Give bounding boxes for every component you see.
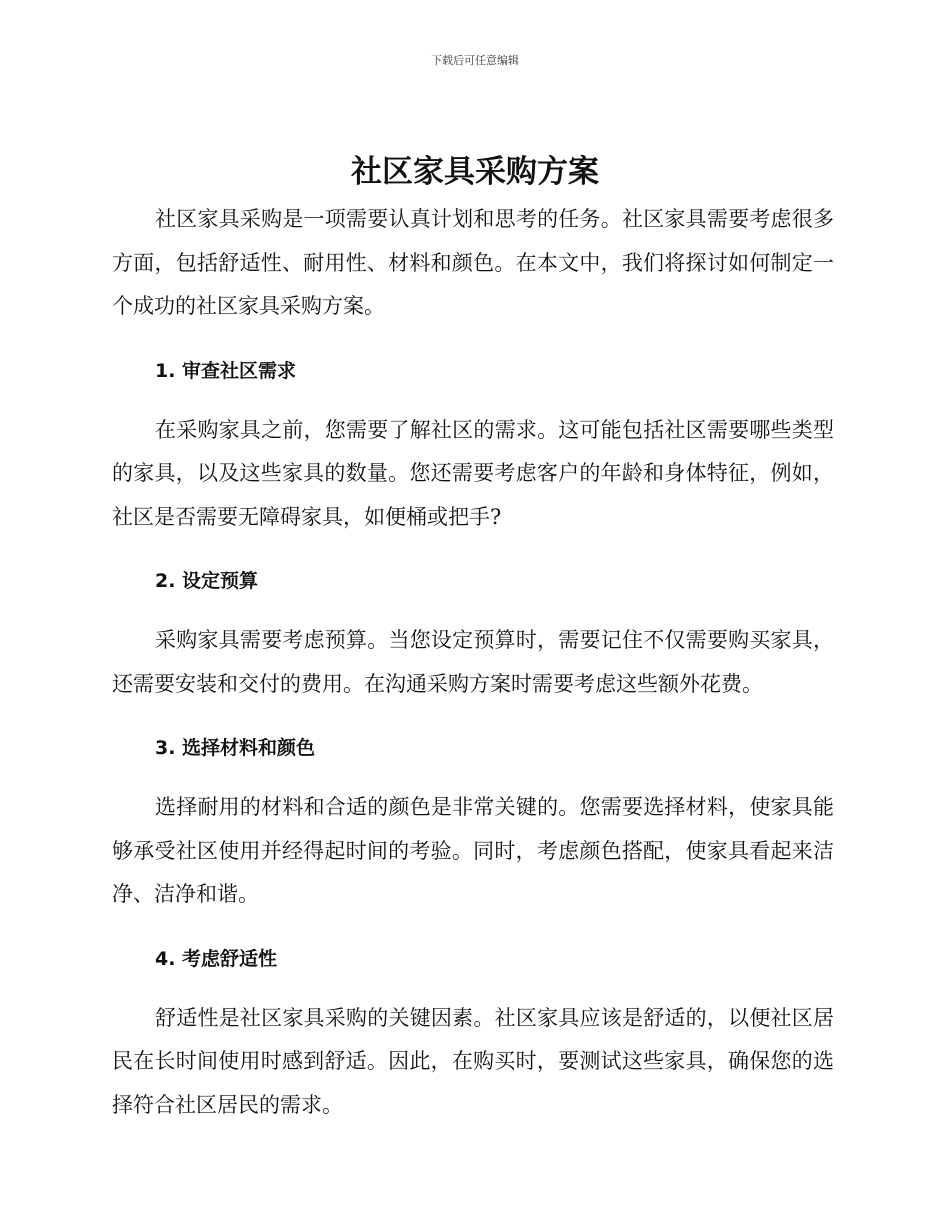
- section-heading-3: 3. 选择材料和颜色: [155, 737, 316, 759]
- spacer: [112, 762, 834, 786]
- section-heading-1: 1. 审查社区需求: [155, 359, 297, 382]
- document-body: [112, 198, 834, 1127]
- spacer: [112, 917, 834, 945]
- intro-paragraph: 社区家具采购是一项需要认真计划和思考的任务。社区家具需要考虑很多方面，包括舒适性、耐用性、材料和颜色。在本文中，我们将探讨如何制定一个成功的社区家具采购方案。: [112, 207, 834, 318]
- section-body-1: 在采购家具之前，您需要了解社区的需求。这可能包括社区需要哪些类型的家具，以及这些家具的数量。您还需要考虑客户的年龄和身体特征，例如，社区是否需要无障碍家具，如便桶或把手?: [112, 417, 834, 529]
- section-heading-4: 4. 考虑舒适性: [155, 947, 278, 970]
- spacer: [112, 385, 834, 409]
- section-heading-2: 2. 设定预算: [155, 570, 259, 592]
- section-body-2: 采购家具需要考虑预算。当您设定预算时，需要记住不仅需要购买家具，还需要安装和交付的费用。在沟通采购方案时需要考虑这些额外花费。: [112, 628, 834, 696]
- section-body-3: 选择耐用的材料和合适的颜色是非常关键的。您需要选择材料，使家具能够承受社区使用并经得起时间的考验。同时，考虑颜色搭配，使家具看起来洁净、洁净和谐。: [112, 795, 834, 906]
- spacer: [112, 539, 834, 567]
- spacer: [112, 595, 834, 619]
- spacer: [112, 973, 834, 997]
- document-title: 社区家具采购方案: [351, 154, 599, 190]
- header-note: 下载后可任意编辑: [431, 54, 519, 67]
- spacer: [112, 329, 834, 357]
- spacer: [112, 706, 834, 734]
- section-body-4: 舒适性是社区家具采购的关键因素。社区家具应该是舒适的，以便社区居民在长时间使用时感到舒适。因此，在购买时，要测试这些家具，确保您的选择符合社区居民的需求。: [112, 1005, 834, 1117]
